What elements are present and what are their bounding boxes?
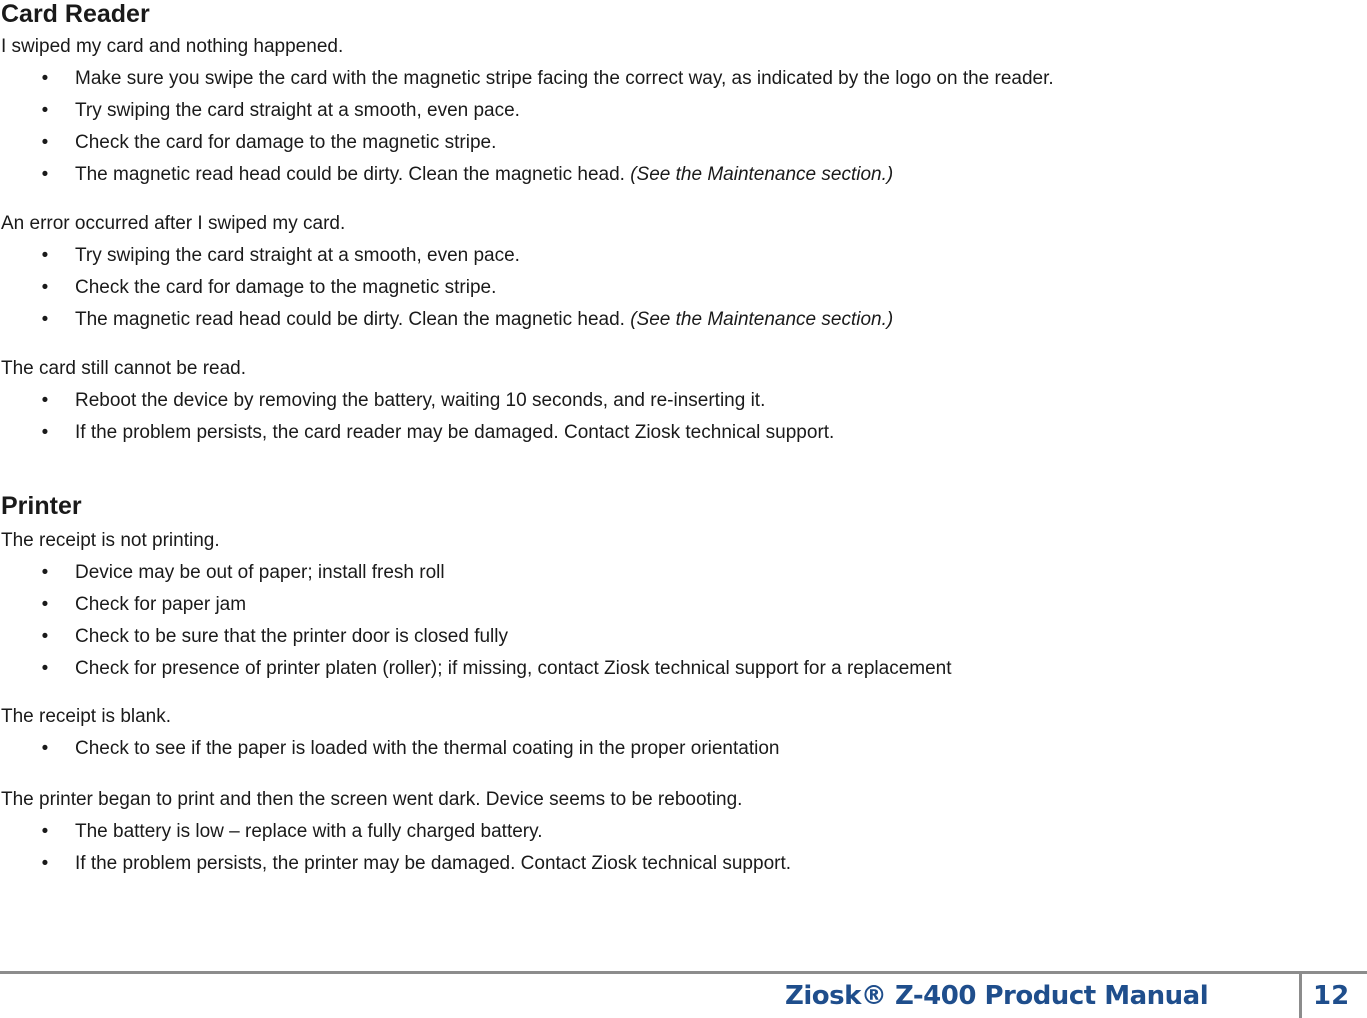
- list-item: [1, 616, 952, 648]
- bullet-icon: •: [41, 277, 49, 298]
- solution-list: [1, 811, 791, 875]
- bullet-icon: •: [41, 132, 49, 153]
- footer-rule: [0, 971, 1367, 974]
- issue-block: [1, 36, 1054, 186]
- solution-list: [1, 58, 1054, 186]
- bullet-icon: •: [41, 309, 49, 330]
- bullet-icon: •: [41, 738, 49, 759]
- list-item-text: Check to be sure that the printer door is closed fully: [75, 626, 509, 647]
- list-item-text: If the problem persists, the card reader may be damaged. Contact Ziosk technical support.: [75, 422, 835, 443]
- bullet-icon: •: [41, 390, 49, 411]
- issue-block: [1, 789, 791, 875]
- list-item-text: The magnetic read head could be dirty. Clean the magnetic head.: [75, 309, 631, 330]
- list-item-text: Check to see if the paper is loaded with the thermal coating in the proper orientation: [75, 738, 780, 759]
- list-item: [1, 154, 1054, 186]
- bullet-icon: •: [41, 422, 49, 443]
- list-item: [1, 90, 1054, 122]
- list-item: [1, 843, 791, 875]
- issue-question: An error occurred after I swiped my card.: [1, 213, 346, 234]
- bullet-icon: •: [41, 821, 49, 842]
- list-item-note: (See the Maintenance section.): [630, 309, 894, 330]
- bullet-icon: •: [41, 562, 49, 583]
- issue-question: The printer began to print and then the screen went dark. Device seems to be rebooting.: [1, 789, 743, 810]
- list-item: [1, 584, 952, 616]
- list-item: [1, 299, 893, 331]
- issue-question: The receipt is blank.: [1, 706, 172, 727]
- list-item-text: Try swiping the card straight at a smooth, even pace.: [75, 245, 520, 266]
- bullet-icon: •: [41, 68, 49, 89]
- issue-block: [1, 530, 952, 680]
- list-item: [1, 267, 893, 299]
- list-item: [1, 380, 834, 412]
- list-item-text: The magnetic read head could be dirty. Clean the magnetic head.: [75, 164, 631, 185]
- list-item-text: Reboot the device by removing the battery, waiting 10 seconds, and re-inserting it.: [75, 390, 766, 411]
- issue-block: [1, 358, 834, 444]
- footer-manual-title: Ziosk® Z-400 Product Manual: [785, 981, 1209, 1011]
- list-item-text: Check the card for damage to the magnetic stripe.: [75, 277, 497, 298]
- bullet-icon: •: [41, 245, 49, 266]
- list-item: [1, 648, 952, 680]
- list-item: [1, 122, 1054, 154]
- list-item-note: (See the Maintenance section.): [630, 164, 894, 185]
- issue-question: The card still cannot be read.: [1, 358, 247, 379]
- list-item: [1, 58, 1054, 90]
- bullet-icon: •: [41, 100, 49, 121]
- bullet-icon: •: [41, 594, 49, 615]
- list-item-text: Check for presence of printer platen (roller); if missing, contact Ziosk technical support for a replacement: [75, 658, 952, 679]
- list-item: [1, 811, 791, 843]
- issue-block: [1, 213, 893, 331]
- issue-block: [1, 706, 779, 760]
- list-item-text: The battery is low – replace with a fully charged battery.: [75, 821, 543, 842]
- list-item-text: Try swiping the card straight at a smooth, even pace.: [75, 100, 520, 121]
- section-heading-printer: Printer: [1, 492, 82, 520]
- solution-list: [1, 235, 893, 331]
- issue-question: I swiped my card and nothing happened.: [1, 36, 344, 57]
- footer-page-number: 12: [1313, 981, 1350, 1011]
- issue-question: The receipt is not printing.: [1, 530, 220, 551]
- list-item-text: Make sure you swipe the card with the magnetic stripe facing the correct way, as indicated by the logo on the reader.: [75, 68, 1054, 89]
- bullet-icon: •: [41, 658, 49, 679]
- list-item: [1, 552, 952, 584]
- bullet-icon: •: [41, 626, 49, 647]
- solution-list: [1, 380, 834, 444]
- list-item-text: Device may be out of paper; install fresh roll: [75, 562, 445, 583]
- section-heading-card-reader: Card Reader: [1, 0, 150, 28]
- list-item-text: If the problem persists, the printer may be damaged. Contact Ziosk technical support.: [75, 853, 792, 874]
- list-item: [1, 412, 834, 444]
- list-item: [1, 235, 893, 267]
- bullet-icon: •: [41, 853, 49, 874]
- list-item: [1, 728, 779, 760]
- solution-list: [1, 552, 952, 680]
- footer-divider: [1299, 974, 1302, 1018]
- list-item-text: Check the card for damage to the magnetic stripe.: [75, 132, 497, 153]
- solution-list: [1, 728, 779, 760]
- bullet-icon: •: [41, 164, 49, 185]
- list-item-text: Check for paper jam: [75, 594, 247, 615]
